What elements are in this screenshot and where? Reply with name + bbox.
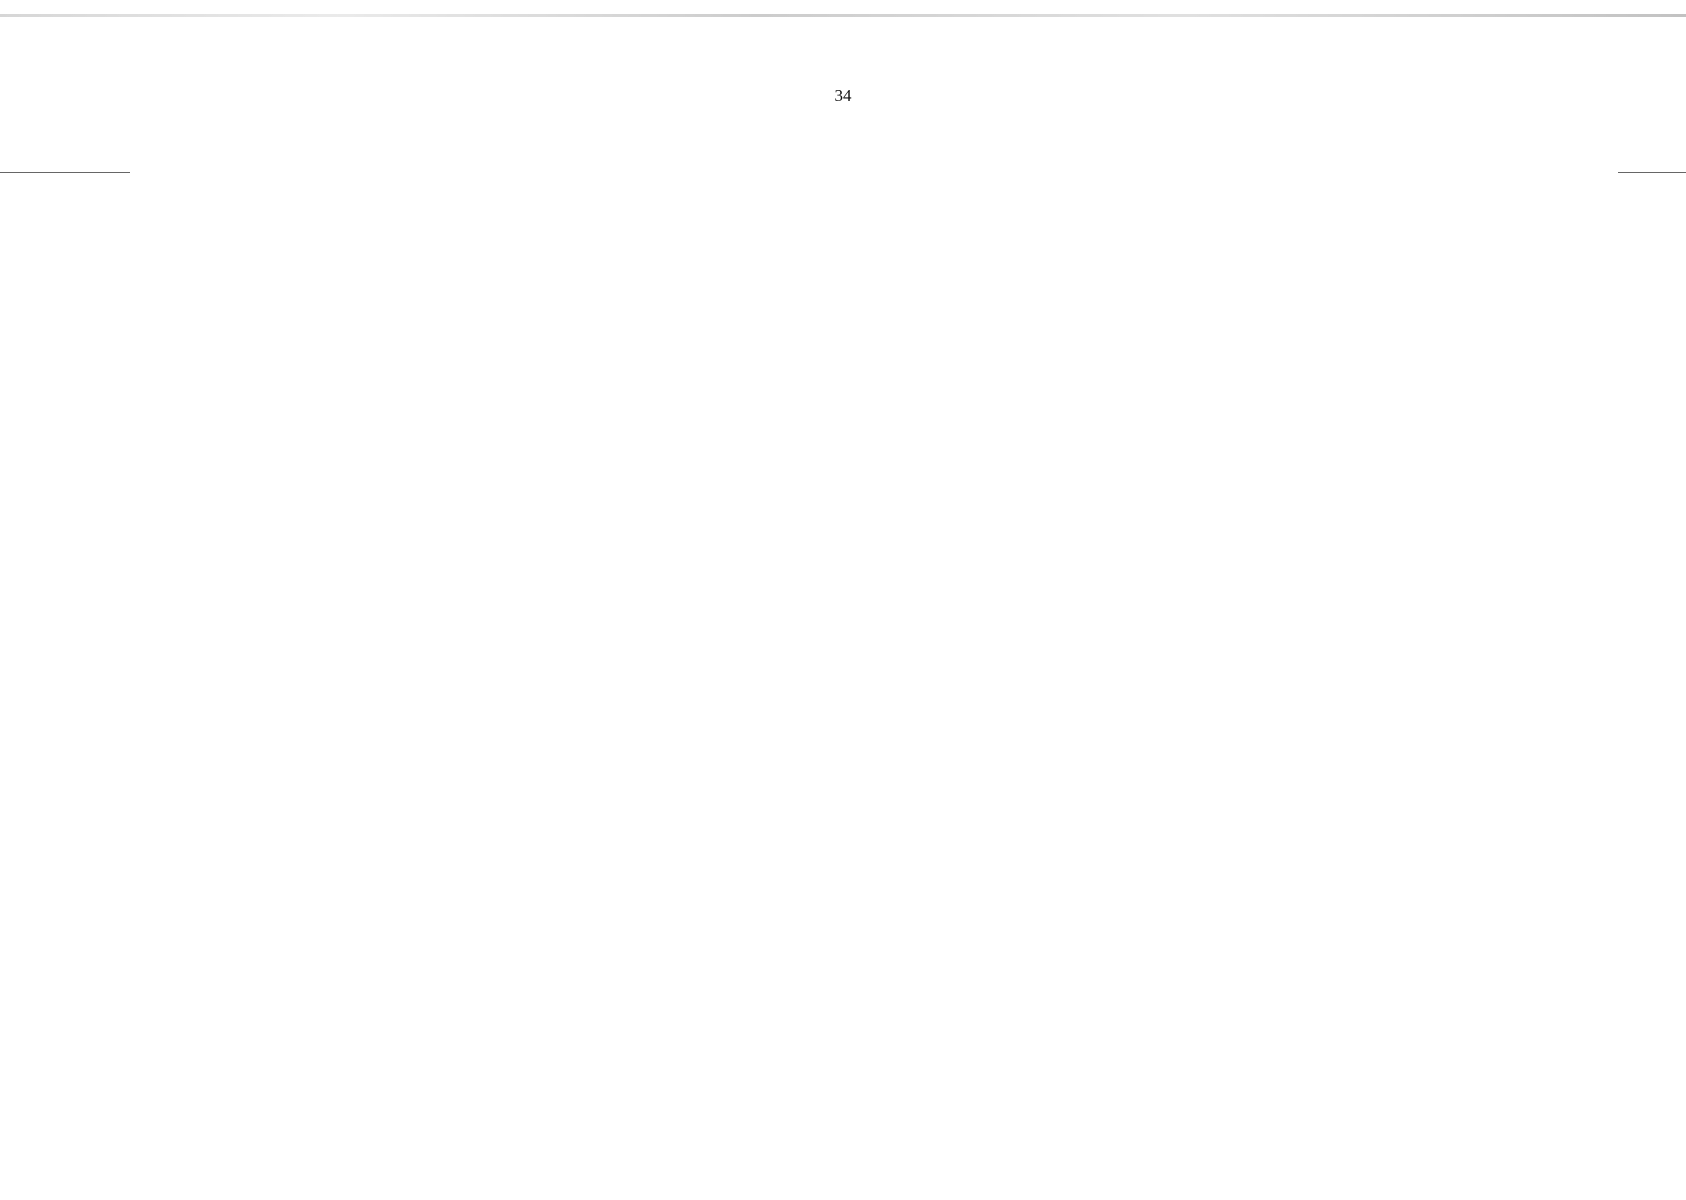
scan-artifact-line (0, 14, 1686, 17)
margin-rule-left (0, 172, 130, 173)
page-number: 34 (834, 86, 852, 105)
margin-rule-right (1618, 172, 1686, 173)
